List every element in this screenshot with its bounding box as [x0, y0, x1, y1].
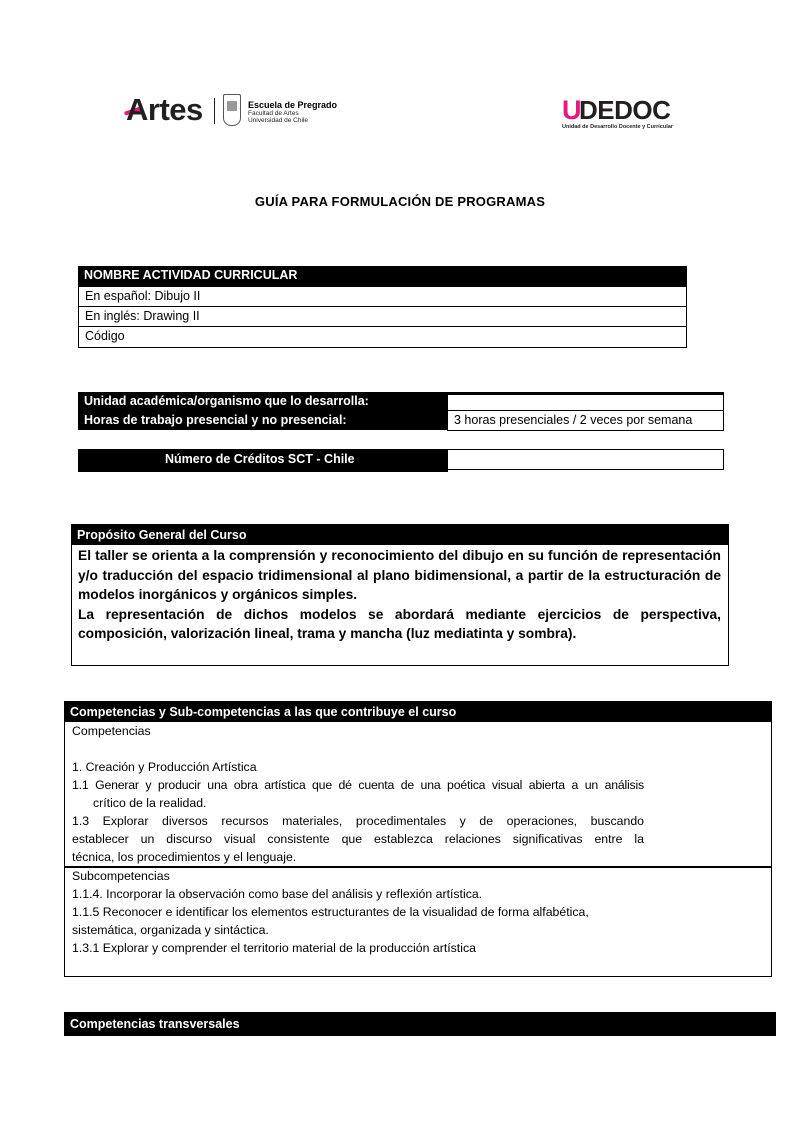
- competencias-header: Competencias y Sub-competencias a las que contribuye el curso: [64, 701, 772, 722]
- actividad-ingles: En inglés: Drawing II: [78, 306, 687, 327]
- proposito-line-5: composición, valorización lineal, trama y mancha (luz mediatinta y sombra).: [78, 626, 577, 641]
- subcompetencia-1-1-5-line-1: 1.1.5 Reconocer e identificar los elementos estructurantes de la visualidad de forma alfabética,: [72, 905, 589, 919]
- competencias-label: Competencias: [72, 724, 151, 738]
- competencia-1-1-line-1: 1.1 Generar y producir una obra artística que dé cuenta de una poética visual abierta a un análisis: [72, 778, 644, 792]
- competencia-1-3-line-3: técnica, los procedimientos y el lenguaje.: [72, 850, 297, 864]
- horas-label: Horas de trabajo presencial y no presencial:: [78, 411, 448, 430]
- unidad-value: [447, 392, 724, 411]
- proposito-text: [78, 546, 721, 644]
- facultad-label: [248, 110, 308, 124]
- subcompetencias-text: [72, 867, 762, 957]
- proposito-line-2: y/o traducción del espacio tridimensional al plano bidimensional, a partir de la estructuración de: [78, 567, 721, 583]
- subcompetencias-label: Subcompetencias: [72, 869, 170, 883]
- proposito-line-3: modelos inorgánicos y orgánicos simples.: [78, 587, 358, 602]
- subcompetencia-1-3-1: 1.3.1 Explorar y comprender el territorio material de la producción artística: [72, 941, 476, 955]
- udedoc-u-mark: U: [562, 95, 582, 125]
- universidad-name: Universidad de Chile: [248, 117, 308, 124]
- university-seal-icon: [223, 94, 241, 126]
- proposito-line-1: El taller se orienta a la comprensión y reconocimiento del dibujo en su función de representación: [78, 548, 721, 563]
- udedoc-logo: [562, 95, 692, 135]
- subcompetencia-1-1-4: 1.1.4. Incorporar la observación como base del análisis y reflexión artística.: [72, 887, 483, 901]
- facultad-name: Facultad de Artes: [248, 110, 299, 117]
- proposito-line-4: La representación de dichos modelos se abordará mediante ejercicios de perspectiva,: [78, 606, 721, 622]
- competencia-1-3-line-1: 1.3 Explorar diversos recursos materiales, procedimentales y de operaciones, buscando: [72, 814, 644, 828]
- unidad-label: Unidad académica/organismo que lo desarrolla:: [78, 392, 448, 411]
- actividad-codigo: Código: [78, 326, 687, 348]
- proposito-header: Propósito General del Curso: [71, 524, 729, 545]
- udedoc-logo-text: DEDOC: [579, 95, 671, 125]
- subcompetencia-1-1-5-line-2: sistemática, organizada y sintáctica.: [72, 923, 269, 937]
- blank-line: [72, 740, 644, 758]
- escuela-label: Escuela de Pregrado: [248, 100, 338, 110]
- transversales-header: Competencias transversales: [64, 1012, 776, 1036]
- udedoc-subtitle: Unidad de Desarrollo Docente y Curricular: [562, 124, 673, 130]
- actividad-header: NOMBRE ACTIVIDAD CURRICULAR: [78, 266, 687, 286]
- actividad-espanol: En español: Dibujo II: [78, 286, 687, 307]
- artes-logo-text: Artes: [126, 92, 203, 127]
- competencia-1-1-line-2: crítico de la realidad.: [93, 796, 207, 810]
- creditos-label: Número de Créditos SCT - Chile: [78, 449, 448, 472]
- competencia-area: 1. Creación y Producción Artística: [72, 760, 257, 774]
- logo-divider: [214, 98, 215, 124]
- competencia-1-3-line-2: establecer un discurso visual consistente que establezca relaciones significativas entre la: [72, 832, 644, 846]
- competencias-text: [72, 722, 644, 866]
- creditos-value: [447, 449, 724, 470]
- page-title: GUÍA PARA FORMULACIÓN DE PROGRAMAS: [254, 194, 546, 209]
- horas-value: 3 horas presenciales / 2 veces por semana: [447, 410, 724, 431]
